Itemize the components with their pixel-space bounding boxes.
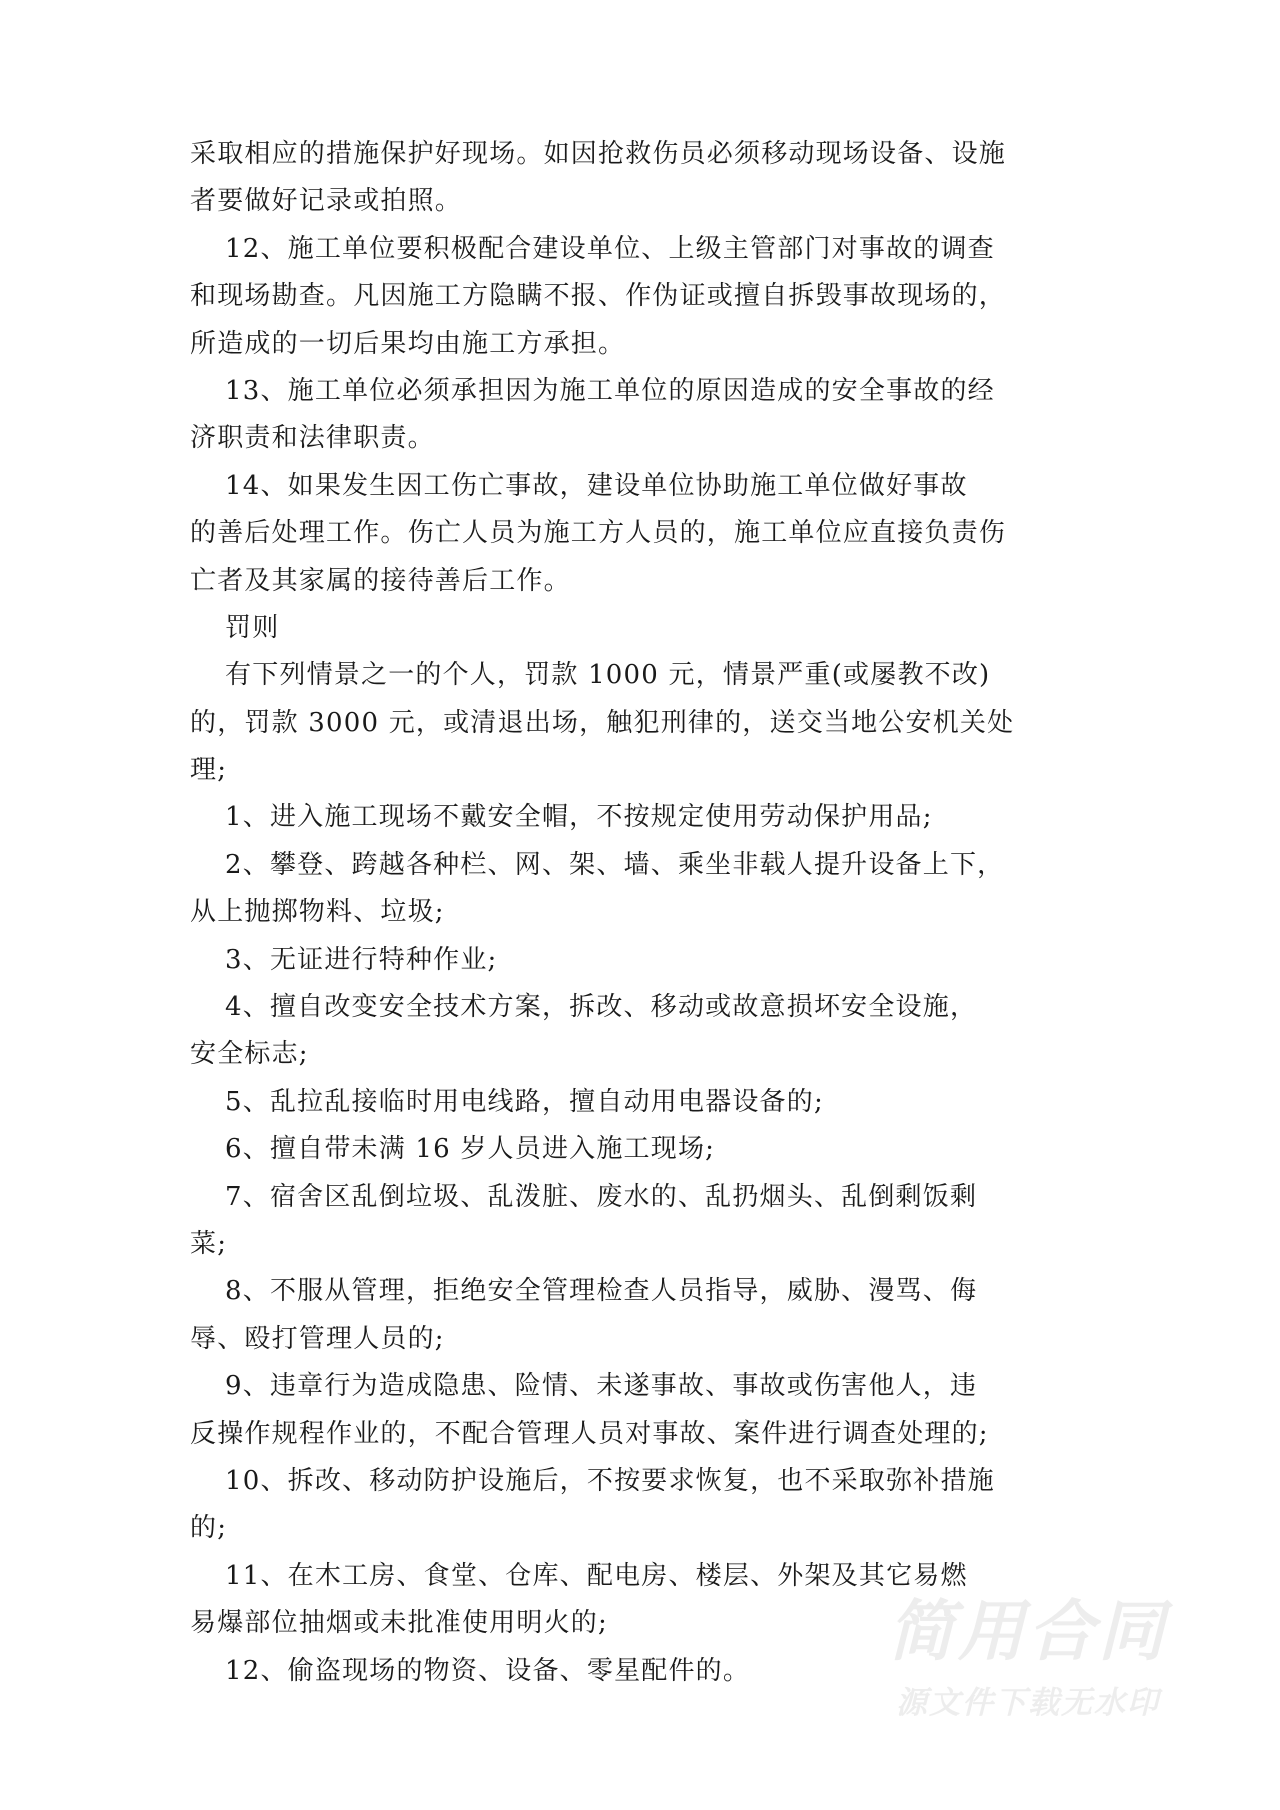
text-line: 10、拆改、移动防护设施后，不按要求恢复，也不采取弥补措施 xyxy=(225,1465,995,1496)
text-line: 的善后处理工作。伤亡人员为施工方人员的，施工单位应直接负责伤 xyxy=(190,518,1007,549)
text-line: 易爆部位抽烟或未批准使用明火的; xyxy=(190,1608,608,1639)
text-line: 所造成的一切后果均由施工方承担。 xyxy=(190,328,626,359)
text-line: 理; xyxy=(190,755,228,786)
text-line: 亡者及其家属的接待善后工作。 xyxy=(190,565,571,596)
text-line: 2、攀登、跨越各种栏、网、架、墙、乘坐非载人提升设备上下， xyxy=(225,849,1005,880)
text-line: 4、擅自改变安全技术方案，拆改、移动或故意损坏安全设施， xyxy=(225,992,978,1023)
text-line: 和现场勘查。凡因施工方隐瞒不报、作伪证或擅自拆毁事故现场的， xyxy=(190,281,1007,312)
text-line: 辱、殴打管理人员的; xyxy=(190,1323,445,1354)
text-line: 3、无证进行特种作业; xyxy=(225,944,498,975)
text-line: 从上抛掷物料、垃圾; xyxy=(190,897,445,928)
watermark-subtitle: 源文件下载无水印 xyxy=(896,1685,1160,1721)
text-line: 9、违章行为造成隐患、险情、未遂事故、事故或伤害他人，违 xyxy=(225,1371,978,1402)
text-line: 14、如果发生因工伤亡事故，建设单位协助施工单位做好事故 xyxy=(225,470,968,501)
document-body xyxy=(190,131,1095,1695)
text-line: 菜; xyxy=(190,1228,228,1259)
text-line: 12、施工单位要积极配合建设单位、上级主管部门对事故的调查 xyxy=(225,233,995,264)
text-line: 7、宿舍区乱倒垃圾、乱泼脏、废水的、乱扔烟头、乱倒剩饭剩 xyxy=(225,1181,978,1212)
text-line: 的，罚款 3000 元，或清退出场，触犯刑律的，送交当地公安机关处 xyxy=(190,707,1015,738)
text-line: 12、偷盗现场的物资、设备、零星配件的。 xyxy=(225,1655,751,1686)
text-line: 反操作规程作业的，不配合管理人员对事故、案件进行调查处理的; xyxy=(190,1418,989,1449)
text-line: 13、施工单位必须承担因为施工单位的原因造成的安全事故的经 xyxy=(225,375,995,406)
text-line: 的; xyxy=(190,1513,228,1544)
text-line: 1、进入施工现场不戴安全帽，不按规定使用劳动保护用品; xyxy=(225,802,933,833)
text-line: 5、乱拉乱接临时用电线路，擅自动用电器设备的; xyxy=(225,1086,824,1117)
text-line: 济职责和法律职责。 xyxy=(190,423,435,454)
text-line: 11、在木工房、食堂、仓库、配电房、楼层、外架及其它易燃 xyxy=(225,1560,968,1591)
text-line: 采取相应的措施保护好现场。如因抢救伤员必须移动现场设备、设施 xyxy=(190,139,1007,169)
watermark xyxy=(878,1592,1178,1728)
watermark-title: 简用合同 xyxy=(888,1593,1168,1670)
text-line: 6、擅自带未满 16 岁人员进入施工现场; xyxy=(225,1134,716,1165)
text-line: 安全标志; xyxy=(190,1039,309,1070)
text-line: 8、不服从管理，拒绝安全管理检查人员指导，威胁、漫骂、侮 xyxy=(225,1276,978,1307)
text-line: 罚则 xyxy=(225,612,280,643)
text-line: 者要做好记录或拍照。 xyxy=(190,186,463,217)
text-line: 有下列情景之一的个人，罚款 1000 元，情景严重(或屡教不改) xyxy=(225,660,991,691)
